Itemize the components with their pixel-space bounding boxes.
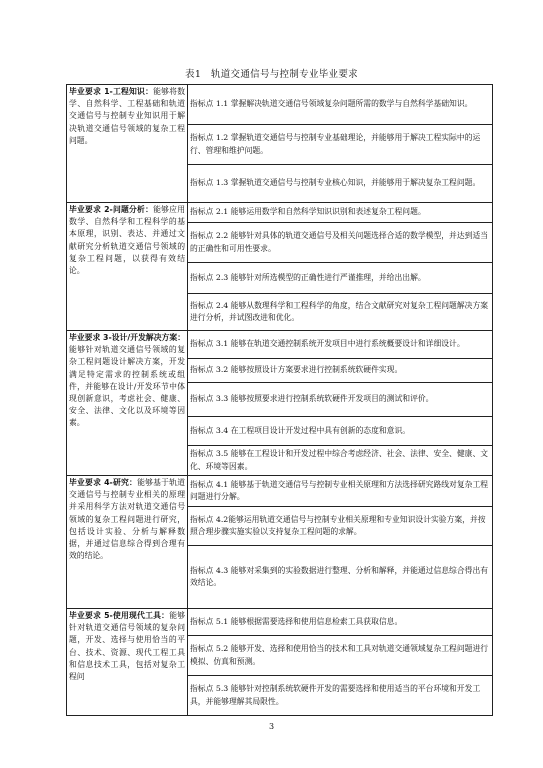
requirement-label: 毕业要求 5-使用现代工具：	[69, 611, 170, 620]
indicator-1-1: 指标点 1.1 掌握解决轨道交通信号领域复杂问题所需的数学与自然科学基础知识。	[188, 85, 493, 125]
indicator-2-2: 指标点 2.2 能够针对具体的轨道交通信号及相关问题选择合适的数学模型，并达到适当的正确性和可用性要求。	[188, 223, 493, 263]
indicator-3-5: 指标点 3.5 能够在工程设计和开发过程中综合考虑经济、社会、法律、安全、健康、文化、环境等因素。	[188, 446, 493, 476]
requirement-text: 能够基于轨道交通信号与控制专业相关的原理并采用科学方法对轨道交通信号领域的复杂工程问题进行研究，包括设计实验、分析与解释数据，并通过信息综合得到合理有效的结论。	[69, 478, 186, 561]
indicator-1-2: 指标点 1.2 掌握轨道交通信号与控制专业基础理论，并能够用于解决工程实际中的运行、管理和维护问题。	[188, 125, 493, 165]
indicator-2-3: 指标点 2.3 能够针对所选模型的正确性进行严谨推理，并给出出解。	[188, 263, 493, 294]
indicator-1-3: 指标点 1.3 掌握轨道交通信号与控制专业核心知识，并能够用于解决复杂工程问题。	[188, 165, 493, 203]
requirement-text: 能够将数学、自然科学、工程基础和轨道交通信号与控制专业知识用于解决轨道交通信号领域的复杂工程问题。	[69, 87, 186, 145]
indicator-2-1: 指标点 2.1 能够运用数学和自然科学知识识别和表述复杂工程问题。	[188, 203, 493, 223]
requirement-cell-2	[67, 203, 188, 331]
indicator-3-2: 指标点 3.2 能够按照设计方案要求进行控制系统软硬件实现。	[188, 359, 493, 383]
indicator-3-1: 指标点 3.1 能够在轨道交通控制系统开发项目中进行系统概要设计和详细设计。	[188, 331, 493, 359]
table-row	[67, 609, 493, 636]
indicator-5-3: 指标点 5.3 能够针对控制系统软硬件开发的需要选择和使用适当的平台环境和开发工具，并能够理解其局限性。	[188, 676, 493, 716]
page-number: 3	[268, 722, 275, 731]
requirement-label: 毕业要求 2-问题分析：	[69, 205, 154, 214]
requirement-label: 毕业要求 1-工程知识：	[69, 87, 154, 96]
table-row	[67, 331, 493, 359]
indicator-4-3: 指标点 4.3 能够对采集到的实验数据进行整理、分析和解释，并能通过信息综合得出有效结论。	[188, 546, 493, 609]
table-caption: 表1 轨道交通信号与控制专业毕业要求	[185, 69, 358, 80]
indicator-4-1: 指标点 4.1 能够基于轨道交通信号与控制专业相关原理和方法选择研究路线对复杂工程问题进行分解。	[188, 476, 493, 507]
indicator-2-4: 指标点 2.4 能够从数理科学和工程科学的角度，结合文献研究对复杂工程问题解决方案进行分析，并试图改进和优化。	[188, 294, 493, 331]
requirement-text: 能够针对轨道交通信号领域的复杂工程问题设计解决方案，开发满足特定需求的控制系统或组件，并能够在设计/开发环节中体现创新意识，考虑社会、健康、安全、法律、文化以及环境等因素。	[69, 345, 185, 428]
requirement-cell-1	[67, 85, 188, 203]
indicator-5-1: 指标点 5.1 能够根据需要选择和使用信息检索工具获取信息。	[188, 609, 493, 636]
indicator-3-4: 指标点 3.4 在工程项目设计开发过程中具有创新的态度和意识。	[188, 417, 493, 446]
table-row	[67, 203, 493, 223]
requirement-label: 毕业要求 4-研究：	[69, 478, 138, 487]
requirement-cell-5	[67, 609, 188, 716]
table-row	[67, 476, 493, 507]
indicator-3-3: 指标点 3.3 能够按照要求进行控制系统软硬件开发项目的测试和评价。	[188, 383, 493, 417]
indicator-5-2: 指标点 5.2 能够开发、选择和使用恰当的技术和工具对轨道交通领域复杂工程问题进行模拟、仿真和预测。	[188, 636, 493, 676]
table-row	[67, 85, 493, 125]
requirement-text: 能够针对轨道交通信号领域的复杂问题，开发、选择与使用恰当的平台、技术、资源、现代工程工具和信息技术工具，包括对复杂工程问	[69, 611, 186, 682]
requirement-text: 能够应用数学、自然科学和工程科学的基本原理，识别、表达、并通过文献研究分析轨道交通信号领域的复杂工程问题，以获得有效结论。	[69, 205, 186, 276]
requirement-label: 毕业要求 3-设计/开发解决方案：	[69, 333, 185, 342]
graduation-requirements-table	[66, 84, 493, 716]
indicator-4-2: 指标点 4.2能够运用轨道交通信号与控制专业相关原理和专业知识设计实验方案，并按照合理步骤实施实验以支持复杂工程问题的求解。	[188, 507, 493, 546]
requirement-cell-4	[67, 476, 188, 609]
requirement-cell-3	[67, 331, 188, 476]
